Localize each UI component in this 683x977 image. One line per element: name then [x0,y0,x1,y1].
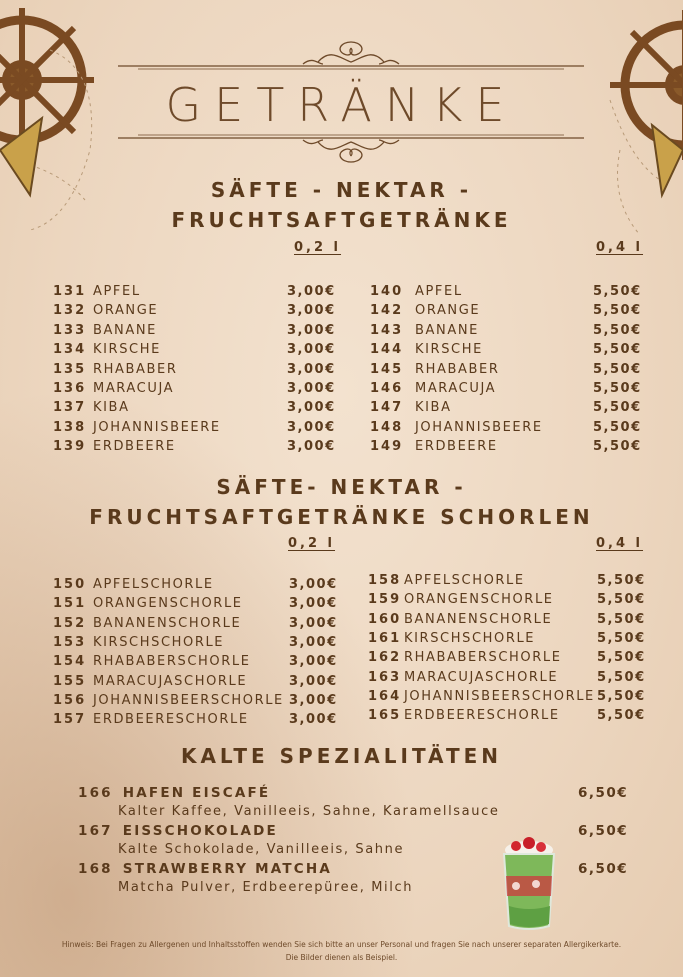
item-price: 5,50€ [597,592,646,608]
item-number: 154 [53,654,87,670]
ornament-flourish-icon [118,132,584,168]
item-price: 5,50€ [597,669,646,685]
menu-row [370,420,653,439]
ornament-flourish-icon [118,36,584,72]
item-name: BANANE [415,322,479,338]
footer-image-note: Die Bilder dienen als Beispiel. [285,953,398,962]
item-number: 159 [368,592,402,608]
special-item-price: 6,50€ [578,823,629,839]
menu-row [53,420,347,439]
menu-row [370,439,653,458]
item-number: 136 [53,381,87,396]
item-number: 157 [53,712,87,728]
page-title: GETRÄNKE [165,78,518,132]
item-number: 142 [370,303,404,319]
menu-row [53,635,349,654]
item-price: 3,00€ [287,400,336,416]
item-name: KIRSCHE [93,342,161,358]
item-price: 5,50€ [597,708,646,724]
item-price: 3,00€ [289,692,338,708]
size-label-large: 0,4 l [596,240,644,255]
item-name: BANANENSCHORLE [93,615,242,631]
item-name: KIRSCHE [415,342,483,358]
item-name: MARACUJASCHORLE [93,673,248,689]
section-heading-1a: SÄFTE - NEKTAR - [210,178,473,202]
menu-row [53,400,347,419]
item-name: MARACUJA [415,381,497,396]
item-number: 155 [53,673,87,689]
item-name: ORANGE [93,303,159,319]
menu-row [368,612,657,631]
menu-row [370,362,653,381]
item-number: 150 [53,577,87,592]
item-number: 144 [370,342,404,358]
item-number: 135 [53,361,87,377]
item-name: ERDBEERESCHORLE [404,708,560,724]
item-number: 146 [370,381,404,396]
item-price: 5,50€ [597,630,646,646]
item-price: 3,00€ [287,419,336,435]
item-price: 5,50€ [593,381,642,396]
footer-allergen-note: Hinweis: Bei Fragen zu Allergenen und Inhaltsstoffen wenden Sie sich bitte an unser Personal und fragen Sie nach unserer separaten Allergikerkarte. [61,940,622,949]
item-name: RHABABER [93,361,178,377]
section-heading-1b: FRUCHTSAFTGETRÄNKE [171,208,512,232]
item-price: 5,50€ [593,303,642,319]
size-label-large: 0,4 l [596,536,644,551]
item-number: 133 [53,322,87,338]
item-number: 161 [368,630,402,646]
menu-row [53,693,349,712]
item-number: 163 [368,669,402,685]
menu-row [368,708,657,727]
item-price: 3,00€ [289,615,338,631]
item-name: STRAWBERRY MATCHA [122,861,332,877]
section-heading-2b: FRUCHTSAFTGETRÄNKE SCHORLEN [89,505,594,529]
item-name: ERDBEERESCHORLE [93,712,249,728]
item-name: ERDBEERE [93,439,176,455]
item-price: 3,00€ [287,284,336,299]
item-name: RHABABERSCHORLE [93,654,251,670]
menu-row [53,439,347,458]
item-price: 5,50€ [597,650,646,666]
special-item-description: Kalter Kaffee, Vanilleeis, Sahne, Karamellsauce [118,804,500,819]
size-label-small: 0,2 l [288,536,336,551]
item-number: 139 [53,439,87,455]
menu-row [53,616,349,635]
item-name: KIRSCHSCHORLE [93,634,225,650]
item-number: 148 [370,419,404,435]
item-name: ERDBEERE [415,439,498,455]
menu-row [370,284,653,303]
item-number: 137 [53,400,87,416]
menu-row [53,362,347,381]
item-price: 5,50€ [593,322,642,338]
item-number: 147 [370,400,404,416]
item-name: ORANGENSCHORLE [404,592,554,608]
item-number: 160 [368,611,402,627]
item-number: 158 [368,573,402,588]
menu-row [370,342,653,361]
item-number: 145 [370,361,404,377]
item-number: 151 [53,596,87,612]
special-item-name [78,861,332,877]
item-number: 153 [53,634,87,650]
item-name: KIBA [93,400,130,416]
item-price: 5,50€ [597,573,646,588]
menu-row [53,303,347,322]
item-price: 3,00€ [289,673,338,689]
special-item-description: Kalte Schokolade, Vanilleeis, Sahne [118,842,405,857]
item-number: 143 [370,322,404,338]
item-name: JOHANNISBEERSCHORLE [93,692,284,708]
menu-row [370,303,653,322]
item-number: 167 [78,823,113,839]
special-item-description: Matcha Pulver, Erdbeerepüree, Milch [118,880,414,895]
item-price: 3,00€ [289,596,338,612]
matcha-drink-icon [496,836,562,936]
item-number: 152 [53,615,87,631]
menu-row [368,650,657,669]
item-price: 5,50€ [597,611,646,627]
menu-row [53,284,347,303]
item-name: BANANENSCHORLE [404,611,553,627]
item-price: 5,50€ [593,284,642,299]
item-price: 3,00€ [289,634,338,650]
menu-row [53,323,347,342]
item-price: 3,00€ [289,654,338,670]
item-price: 5,50€ [593,439,642,455]
special-item-name [78,823,278,839]
item-number: 165 [368,708,402,724]
special-item-price: 6,50€ [578,785,629,801]
item-number: 138 [53,419,87,435]
menu-row [368,670,657,689]
section-heading-3: KALTE SPEZIALITÄTEN [180,744,503,768]
item-price: 3,00€ [287,342,336,358]
item-name: KIRSCHSCHORLE [404,630,536,646]
menu-row [370,400,653,419]
item-name: JOHANNISBEERSCHORLE [404,688,595,704]
item-number: 168 [78,861,113,877]
item-name: APFELSCHORLE [404,573,525,588]
item-price: 3,00€ [287,361,336,377]
item-number: 131 [53,284,87,299]
item-name: ORANGENSCHORLE [93,596,243,612]
item-name: APFELSCHORLE [93,577,214,592]
section-heading-2a: SÄFTE- NEKTAR - [216,475,467,499]
menu-row [368,573,657,592]
item-name: HAFEN EISCAFÉ [122,785,271,801]
item-number: 156 [53,692,87,708]
item-name: MARACUJASCHORLE [404,669,559,685]
menu-row [370,323,653,342]
menu-row [368,592,657,611]
item-price: 5,50€ [593,361,642,377]
menu-row [53,596,349,615]
item-name: EISSCHOKOLADE [122,823,278,839]
item-price: 5,50€ [597,688,646,704]
item-name: MARACUJA [93,381,175,396]
item-name: JOHANNISBEERE [415,419,543,435]
item-price: 3,00€ [287,322,336,338]
item-number: 134 [53,342,87,358]
menu-row [368,631,657,650]
menu-row [53,654,349,673]
item-price: 5,50€ [593,342,642,358]
special-item-price: 6,50€ [578,861,629,877]
menu-row [53,712,349,731]
item-name: KIBA [415,400,452,416]
item-number: 132 [53,303,87,319]
item-price: 3,00€ [289,577,338,592]
item-name: RHABABER [415,361,500,377]
item-name: RHABABERSCHORLE [404,650,562,666]
menu-row [370,381,653,400]
item-price: 5,50€ [593,419,642,435]
special-item-name [78,785,270,801]
item-price: 5,50€ [593,400,642,416]
item-number: 140 [370,284,404,299]
menu-row [53,674,349,693]
item-name: JOHANNISBEERE [93,419,221,435]
menu-row [53,342,347,361]
item-name: ORANGE [415,303,481,319]
menu-row [53,381,347,400]
menu-row [53,577,349,596]
item-name: APFEL [93,284,141,299]
item-number: 164 [368,688,402,704]
menu-row [368,689,657,708]
item-name: APFEL [415,284,463,299]
item-number: 166 [78,785,113,801]
item-price: 3,00€ [287,439,336,455]
item-number: 149 [370,439,404,455]
item-price: 3,00€ [287,303,336,319]
size-label-small: 0,2 l [294,240,342,255]
item-name: BANANE [93,322,157,338]
item-price: 3,00€ [289,712,338,728]
item-number: 162 [368,650,402,666]
item-price: 3,00€ [287,381,336,396]
